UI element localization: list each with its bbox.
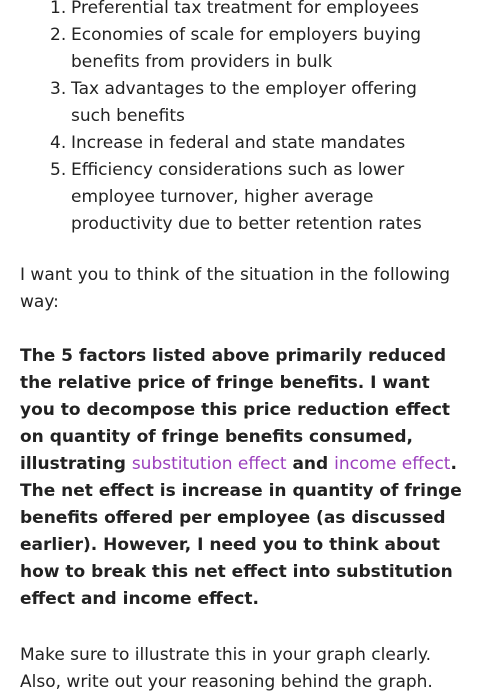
- substitution-effect-highlight: substitution effect: [131, 454, 287, 474]
- list-item-text: Preferential tax treatment for employees: [71, 0, 420, 18]
- instruction-text-part1: The 5 factors listed above primarily reduced the relative price of fringe benefits. I want you to decompose this price reduction effect on quantity of fringe benefits consumed, illustrating: [20, 346, 451, 474]
- list-item-number: 1.: [50, 0, 67, 18]
- list-item: [0, 76, 479, 130]
- list-item: [0, 130, 479, 157]
- instruction-period: .: [450, 454, 457, 474]
- income-effect-highlight: income effect: [334, 454, 451, 474]
- instruction-conjunction: and: [286, 454, 335, 474]
- final-paragraph: Make sure to illustrate this in your graph clearly. Also, write out your reasoning behind the graph.: [20, 645, 433, 692]
- list-item-number: 2.: [50, 25, 67, 45]
- instruction-paragraph: [20, 343, 465, 613]
- list-item-text: Economies of scale for employers buying benefits from providers in bulk: [71, 25, 422, 72]
- list-item-text: Efficiency considerations such as lower employee turnover, higher average productivity due to better retention rates: [71, 160, 422, 234]
- instruction-text-part2: The net effect is increase in quantity of fringe benefits offered per employee (as discussed earlier). However, I need you to think about how to break this net effect into substitution effect and income effect.: [20, 481, 462, 609]
- list-item-text: Tax advantages to the employer offering such benefits: [71, 79, 417, 126]
- list-item: [0, 22, 479, 76]
- factors-list: [0, 0, 479, 238]
- list-item: [0, 0, 479, 22]
- list-item-number: 5.: [50, 160, 67, 180]
- intro-paragraph: I want you to think of the situation in the following way:: [20, 265, 451, 312]
- list-item-number: 3.: [50, 79, 67, 99]
- list-item-text: Increase in federal and state mandates: [71, 133, 406, 153]
- list-item-number: 4.: [50, 133, 67, 153]
- list-item: [0, 157, 479, 238]
